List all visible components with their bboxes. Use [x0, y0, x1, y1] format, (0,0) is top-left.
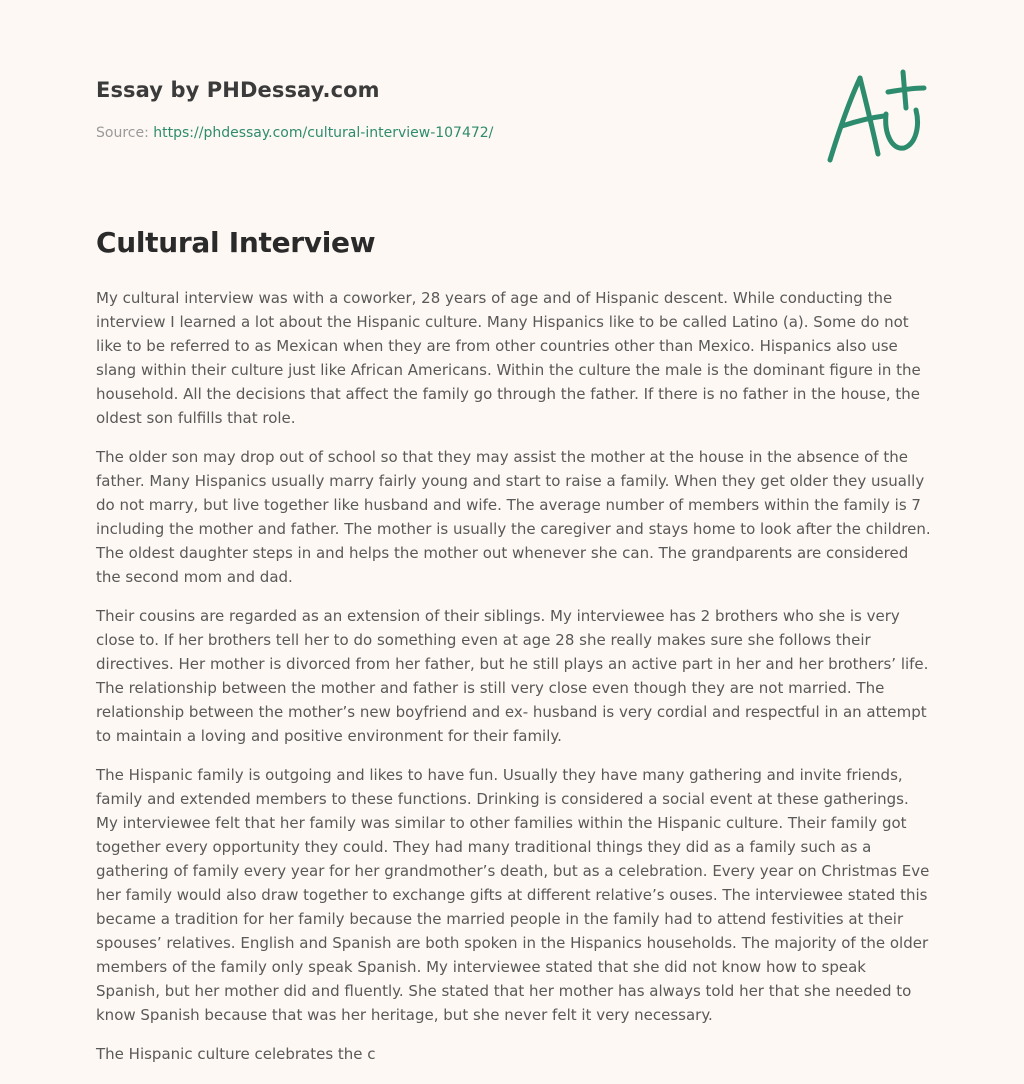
a-plus-grade-icon — [820, 64, 930, 168]
essay-body — [96, 286, 932, 1081]
essay-paragraph: The older son may drop out of school so that they may assist the mother at the house in the absence of the father. Many Hispanics usually marry fairly young and start to raise a family. When they get older they usually do not marry, but live together like husband and wife. The average number of members within the family is 7 including the mother and father. The mother is usually the caregiver and stays home to look after the children. The oldest daughter steps in and helps the mother out whenever she can. The grandparents are considered the second mom and dad. — [96, 448, 931, 586]
site-brand: Essay by PHDessay.com — [96, 78, 380, 102]
source-link[interactable]: https://phdessay.com/cultural-interview-107472/ — [153, 125, 494, 141]
source-label: Source: — [96, 125, 149, 141]
essay-paragraph: Their cousins are regarded as an extension of their siblings. My interviewee has 2 brothers who she is very close to. If her brothers tell her to do something even at age 28 she really makes sure she follows their directives. Her mother is divorced from her father, but he still plays an active part in her and her brothers’ life. The relationship between the mother and father is still very close even though they are not married. The relationship between the mother’s new boyfriend and ex- husband is very cordial and respectful in an attempt to maintain a loving and positive environment for their family. — [96, 607, 929, 745]
essay-paragraph: The Hispanic culture celebrates the c — [96, 1045, 376, 1063]
essay-paragraph: The Hispanic family is outgoing and likes to have fun. Usually they have many gathering and invite friends, family and extended members to these functions. Drinking is considered a social event at these gatherings. My interviewee felt that her family was similar to other families within the Hispanic culture. Their family got together every opportunity they could. They had many traditional things they did as a family such as a gathering of family every year for her grandmother’s death, but as a celebration. Every year on Christmas Eve her family would also draw together to exchange gifts at different relative’s ouses. The interviewee stated this became a tradition for her family because the married people in the family had to attend festivities at their spouses’ relatives. English and Spanish are both spoken in the Hispanics households. The majority of the older members of the family only speak Spanish. My interviewee stated that she did not know how to speak Spanish, but her mother did and fluently. She stated that her mother has always told her that she needed to know Spanish because that was her heritage, but she never felt it very necessary. — [96, 766, 930, 1024]
source-line — [96, 125, 493, 141]
essay-title: Cultural Interview — [96, 226, 376, 259]
essay-paragraph: My cultural interview was with a coworker, 28 years of age and of Hispanic descent. While conducting the interview I learned a lot about the Hispanic culture. Many Hispanics like to be called Latino (a). Some do not like to be referred to as Mexican when they are from other countries other than Mexico. Hispanics also use slang within their culture just like African Americans. Within the culture the male is the dominant figure in the household. All the decisions that affect the family go through the father. If there is no father in the house, the oldest son fulfills that role. — [96, 289, 921, 427]
